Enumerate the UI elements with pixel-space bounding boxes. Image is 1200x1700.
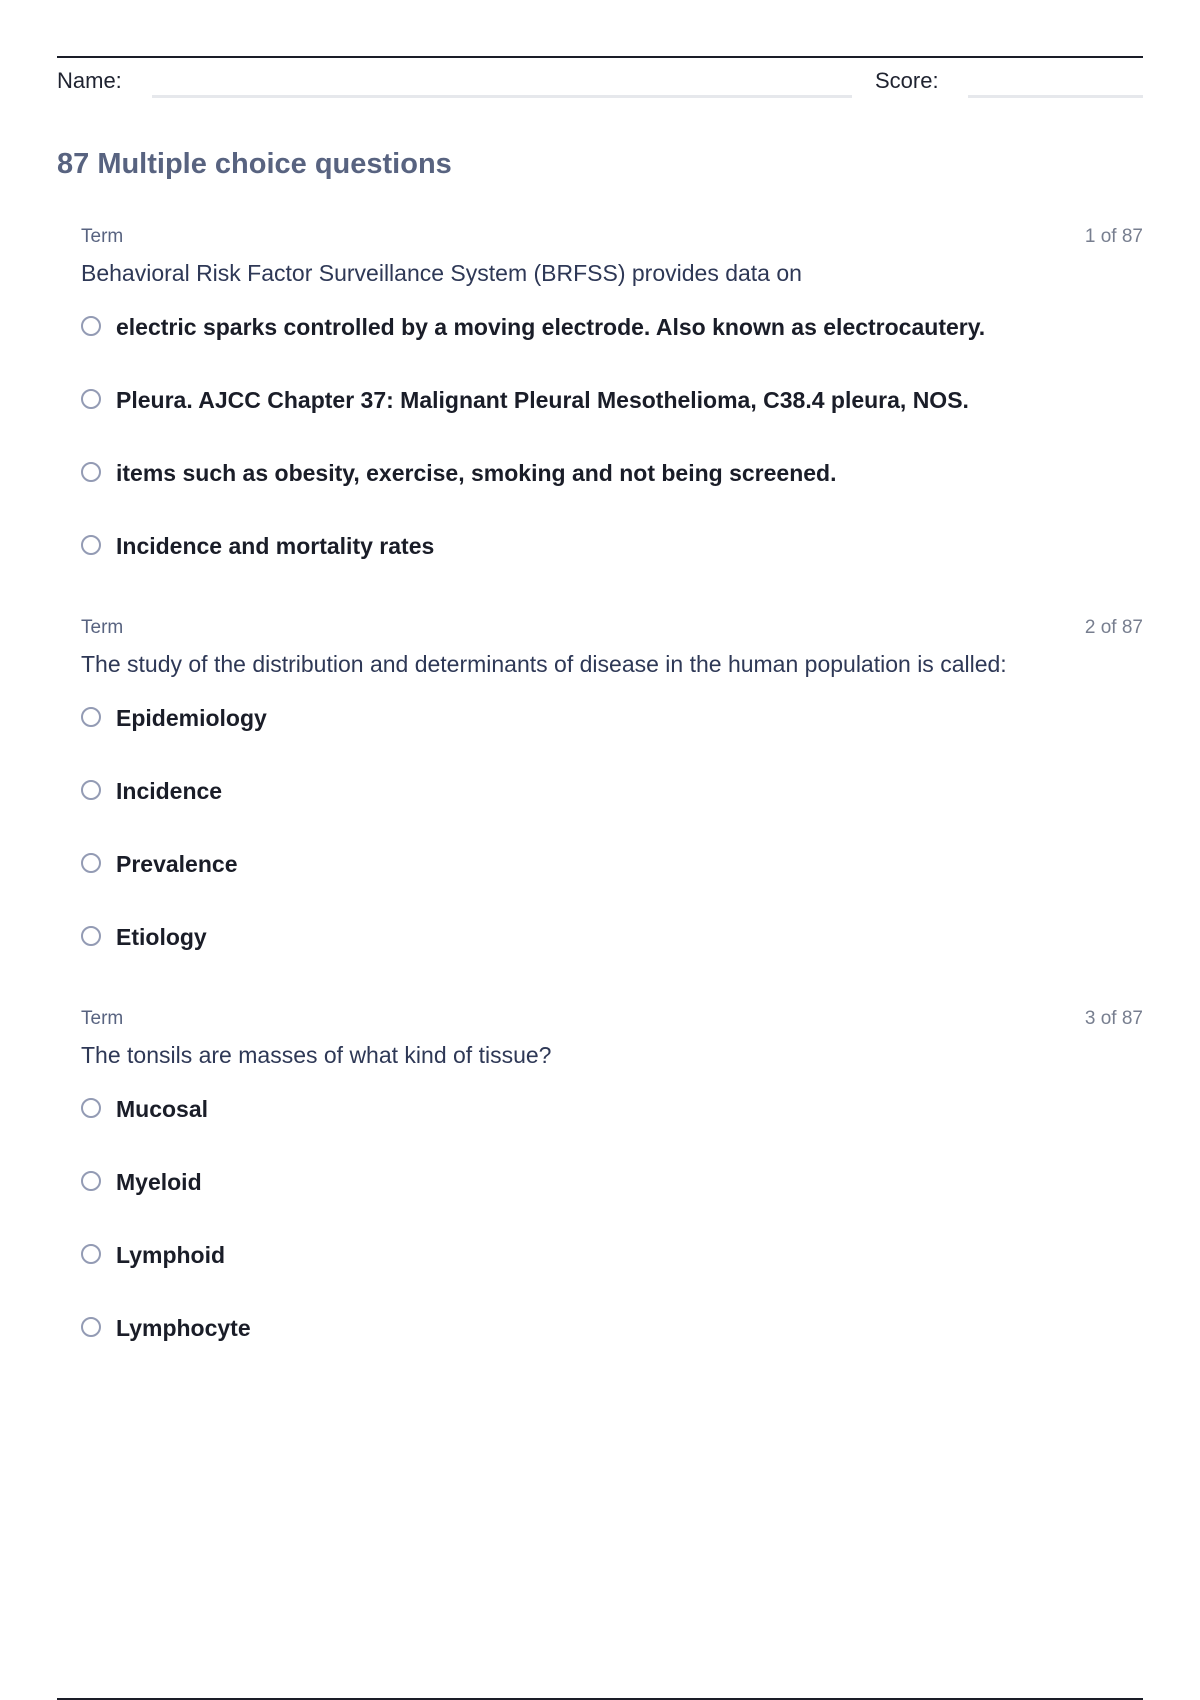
- question-meta: [81, 617, 1143, 647]
- question-counter: 2 of 87: [1084, 617, 1143, 638]
- answer-option-label: Myeloid: [116, 1169, 202, 1195]
- answer-option[interactable]: [81, 1315, 1143, 1388]
- radio-button-icon[interactable]: [81, 780, 101, 800]
- radio-button-icon[interactable]: [81, 1171, 101, 1191]
- question-meta: [81, 226, 1143, 256]
- question-card: [81, 226, 1143, 617]
- radio-button-icon[interactable]: [81, 707, 101, 727]
- answer-options: [81, 1096, 1143, 1388]
- answer-option-label: Incidence and mortality rates: [116, 533, 435, 559]
- radio-button-icon[interactable]: [81, 316, 101, 336]
- answer-option-label: Epidemiology: [116, 705, 267, 731]
- answer-option[interactable]: [81, 460, 1143, 533]
- radio-button-icon[interactable]: [81, 1244, 101, 1264]
- worksheet-page: [57, 56, 1143, 1700]
- question-counter: 1 of 87: [1084, 226, 1143, 247]
- answer-option-label: Lymphocyte: [116, 1315, 251, 1341]
- header-row: [57, 58, 1143, 98]
- answer-option[interactable]: [81, 387, 1143, 460]
- name-field[interactable]: [152, 95, 852, 98]
- question-list: [81, 226, 1143, 1399]
- radio-button-icon[interactable]: [81, 1098, 101, 1118]
- answer-option-label: Prevalence: [116, 851, 238, 877]
- question-card: [81, 617, 1143, 1008]
- answer-option[interactable]: [81, 924, 1143, 997]
- question-text: Behavioral Risk Factor Surveillance System (BRFSS) provides data on: [81, 260, 802, 286]
- answer-option[interactable]: [81, 533, 1143, 606]
- question-card: [81, 1008, 1143, 1399]
- term-label: Term: [81, 226, 124, 247]
- answer-option-label: items such as obesity, exercise, smoking and not being screened.: [116, 460, 837, 486]
- question-counter: 3 of 87: [1084, 1008, 1143, 1029]
- answer-option-label: Etiology: [116, 924, 207, 950]
- term-label: Term: [81, 617, 124, 638]
- question-text: The study of the distribution and determinants of disease in the human population is called:: [81, 651, 1007, 677]
- answer-option-label: electric sparks controlled by a moving electrode. Also known as electrocautery.: [116, 314, 986, 340]
- answer-option-label: Mucosal: [116, 1096, 209, 1122]
- answer-option[interactable]: [81, 778, 1143, 851]
- section-title: 87 Multiple choice questions: [57, 148, 452, 180]
- radio-button-icon[interactable]: [81, 926, 101, 946]
- question-text: The tonsils are masses of what kind of tissue?: [81, 1042, 552, 1068]
- answer-option[interactable]: [81, 705, 1143, 778]
- radio-button-icon[interactable]: [81, 535, 101, 555]
- answer-option[interactable]: [81, 1169, 1143, 1242]
- answer-option[interactable]: [81, 314, 1143, 387]
- score-field[interactable]: [968, 95, 1143, 98]
- answer-option[interactable]: [81, 1242, 1143, 1315]
- score-label: Score:: [875, 68, 939, 93]
- answer-option-label: Lymphoid: [116, 1242, 226, 1268]
- answer-option[interactable]: [81, 851, 1143, 924]
- term-label: Term: [81, 1008, 124, 1029]
- answer-option-label: Pleura. AJCC Chapter 37: Malignant Pleural Mesothelioma, C38.4 pleura, NOS.: [116, 387, 969, 413]
- answer-option-label: Incidence: [116, 778, 223, 804]
- radio-button-icon[interactable]: [81, 389, 101, 409]
- answer-option[interactable]: [81, 1096, 1143, 1169]
- radio-button-icon[interactable]: [81, 1317, 101, 1337]
- radio-button-icon[interactable]: [81, 853, 101, 873]
- question-meta: [81, 1008, 1143, 1038]
- radio-button-icon[interactable]: [81, 462, 101, 482]
- answer-options: [81, 314, 1143, 606]
- name-label: Name:: [57, 68, 122, 93]
- answer-options: [81, 705, 1143, 997]
